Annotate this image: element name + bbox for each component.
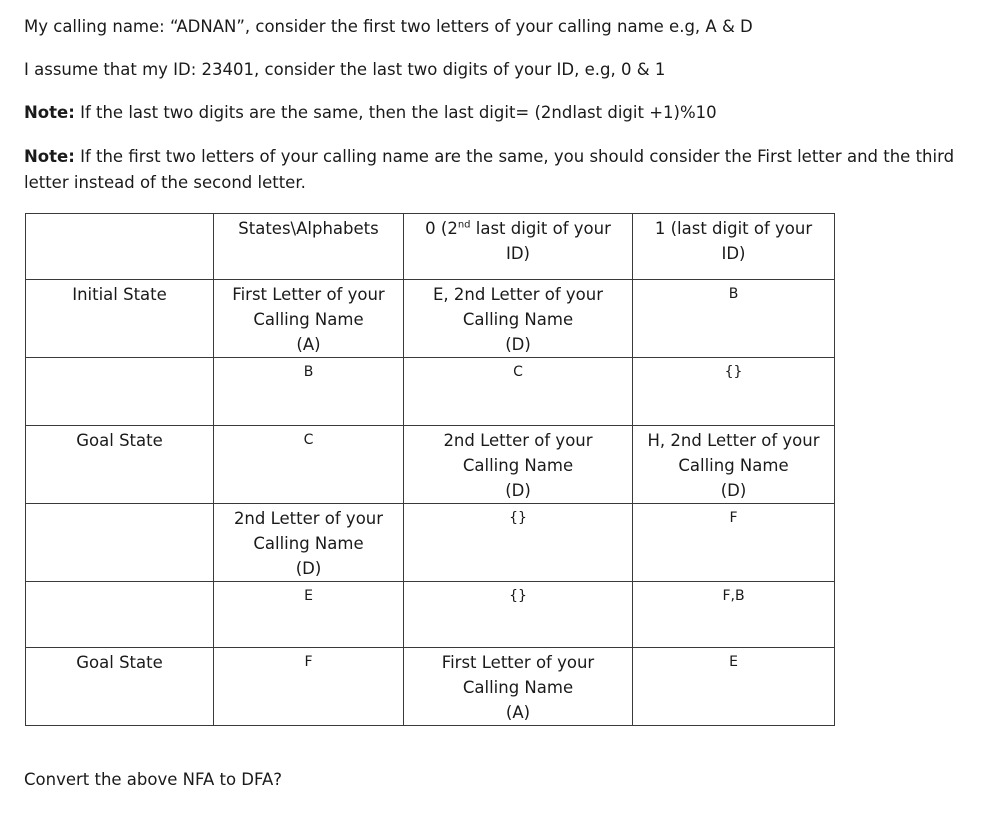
row-transition-1 (633, 582, 835, 648)
header-symbol-0-text: 0 (2 (425, 219, 458, 238)
table-row (26, 426, 835, 504)
cell-line: C (303, 432, 314, 448)
cell-line: {} (509, 588, 527, 604)
header-symbol-0 (404, 214, 633, 280)
note-letters-text: If the first two letters of your calling name are the same, you should consider the First letter and the third letter instead of the second letter. (24, 147, 955, 192)
cell-line: 2nd Letter of your (443, 431, 593, 450)
row-state-cell (214, 648, 404, 726)
row-state-label: Initial State (26, 280, 214, 358)
table-row (26, 358, 835, 426)
row-transition-1 (633, 648, 835, 726)
row-state-cell (214, 504, 404, 582)
table-header-row (26, 214, 835, 280)
note-label: Note: (24, 103, 75, 122)
cell-line: (D) (505, 335, 531, 354)
cell-line: F (729, 510, 738, 526)
header-states-alphabets: States\Alphabets (214, 214, 404, 280)
cell-line: (D) (720, 481, 747, 500)
row-transition-0 (404, 648, 633, 726)
cell-line: (A) (296, 335, 321, 354)
row-state-label: Goal State (26, 426, 214, 504)
note-digits-text: If the last two digits are the same, then the last digit= (2ndlast digit +1)%10 (74, 103, 717, 122)
row-transition-1 (633, 280, 835, 358)
cell-line: E (304, 588, 313, 604)
cell-line: Calling Name (253, 310, 364, 329)
question-text: Convert the above NFA to DFA? (24, 770, 283, 789)
cell-line: 2nd Letter of your (233, 509, 384, 528)
nfa-transition-table (25, 213, 835, 726)
cell-line: Calling Name (678, 456, 789, 475)
cell-line: C (513, 364, 523, 380)
cell-line: Calling Name (253, 534, 364, 553)
table-row (26, 648, 835, 726)
header-symbol-1-line2: ID) (721, 244, 746, 263)
note-letters-paragraph (24, 144, 984, 196)
cell-line: (A) (505, 703, 531, 722)
row-transition-1 (633, 426, 835, 504)
cell-line: F (304, 654, 313, 670)
header-state-cell (26, 214, 214, 280)
cell-line: (D) (295, 559, 322, 578)
row-state-label (26, 582, 214, 648)
header-symbol-1-line1: 1 (last digit of your (654, 219, 813, 238)
cell-line: Calling Name (462, 678, 574, 697)
cell-line: Calling Name (462, 456, 574, 475)
row-state-label: Goal State (26, 648, 214, 726)
row-transition-1 (633, 504, 835, 582)
cell-line: E (729, 654, 738, 670)
header-symbol-0-line2: ID) (505, 244, 530, 263)
row-transition-1 (633, 358, 835, 426)
note-digits-paragraph (24, 100, 717, 126)
cell-line: First Letter of your (441, 653, 595, 672)
row-state-label (26, 504, 214, 582)
row-state-cell (214, 582, 404, 648)
cell-line: B (728, 286, 739, 302)
row-state-cell (214, 280, 404, 358)
cell-line: {} (724, 364, 743, 380)
cell-line: B (303, 364, 314, 380)
id-paragraph: I assume that my ID: 23401, consider the last two digits of your ID, e.g, 0 & 1 (24, 60, 666, 79)
row-transition-0 (404, 426, 633, 504)
header-symbol-1 (633, 214, 835, 280)
row-state-label (26, 358, 214, 426)
row-transition-0 (404, 582, 633, 648)
cell-line: {} (509, 510, 527, 526)
row-state-cell (214, 358, 404, 426)
row-state-cell (214, 426, 404, 504)
header-symbol-0-sup: nd (457, 219, 471, 231)
row-transition-0 (404, 504, 633, 582)
table-row (26, 280, 835, 358)
calling-name-paragraph: My calling name: “ADNAN”, consider the first two letters of your calling name e.g, A & D (24, 17, 753, 36)
note-label: Note: (24, 147, 75, 166)
table-row (26, 582, 835, 648)
cell-line: H, 2nd Letter of your (647, 431, 820, 450)
row-transition-0 (404, 358, 633, 426)
table-row (26, 504, 835, 582)
row-transition-0 (404, 280, 633, 358)
cell-line: Calling Name (462, 310, 574, 329)
cell-line: E, 2nd Letter of your (432, 285, 603, 304)
cell-line: (D) (505, 481, 531, 500)
cell-line: F,B (722, 588, 745, 604)
header-symbol-0-text-cont: last digit of your (470, 219, 611, 238)
cell-line: First Letter of your (232, 285, 385, 304)
